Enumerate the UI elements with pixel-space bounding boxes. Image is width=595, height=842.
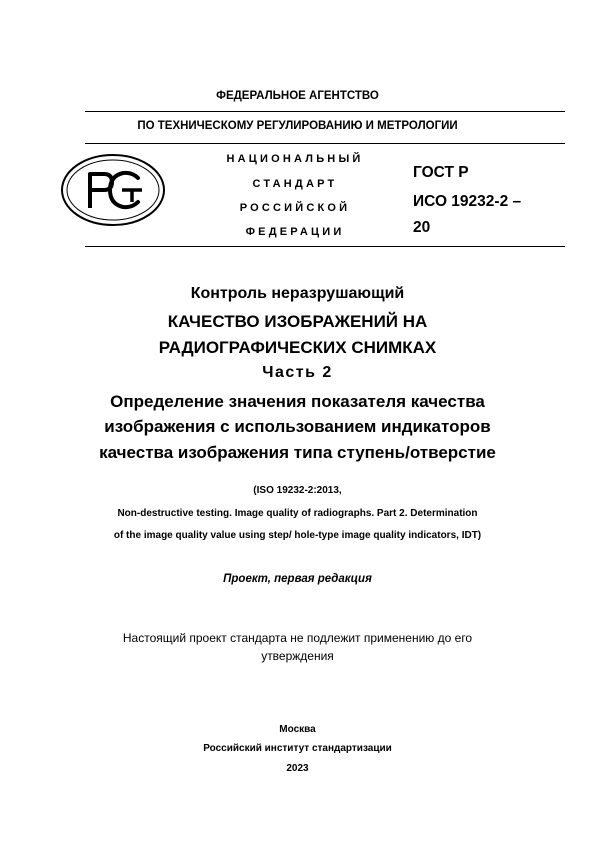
divider-middle bbox=[85, 143, 565, 144]
iso-ref-line-2: Non-destructive testing. Image quality of radiographs. Part 2. Determination bbox=[117, 508, 478, 519]
title-sub-3: качества изображения типа ступень/отверстие bbox=[99, 443, 496, 462]
title-line-2: КАЧЕСТВО ИЗОБРАЖЕНИЙ НА bbox=[167, 312, 428, 331]
title-part: Часть 2 bbox=[262, 364, 333, 381]
standard-word-1: НАЦИОНАЛЬНЫЙ bbox=[226, 153, 364, 165]
note-line-1: Настоящий проект стандарта не подлежит применению до его bbox=[122, 631, 473, 645]
footer-year: 2023 bbox=[286, 763, 309, 774]
standard-word-3: РОССИЙСКОЙ bbox=[239, 202, 351, 214]
standard-word-4: ФЕДЕРАЦИИ bbox=[245, 226, 345, 238]
designation-line-2: ИСО 19232-2 – bbox=[413, 193, 522, 210]
divider-top bbox=[85, 111, 565, 112]
title-sub-2: изображения с использованием индикаторов bbox=[104, 417, 491, 436]
agency-line-2: ПО ТЕХНИЧЕСКОМУ РЕГУЛИРОВАНИЮ И МЕТРОЛОГИИ bbox=[137, 120, 458, 132]
footer-city: Москва bbox=[279, 724, 316, 735]
designation-line-3: 20 bbox=[413, 219, 431, 236]
divider-bottom bbox=[85, 246, 565, 247]
draft-edition: Проект, первая редакция bbox=[223, 573, 372, 585]
rst-logo-icon bbox=[60, 152, 166, 228]
title-line-3: РАДИОГРАФИЧЕСКИХ СНИМКАХ bbox=[158, 338, 437, 357]
title-line-1: Контроль неразрушающий bbox=[190, 285, 405, 302]
standard-word-2: СТАНДАРТ bbox=[252, 178, 338, 190]
note-line-2: утверждения bbox=[261, 649, 334, 663]
agency-line-1: ФЕДЕРАЛЬНОЕ АГЕНТСТВО bbox=[216, 90, 379, 102]
designation-line-1: ГОСТ Р bbox=[413, 164, 469, 181]
footer-institute: Российский институт стандартизации bbox=[203, 743, 392, 754]
iso-ref-line-1: (ISO 19232-2:2013, bbox=[253, 485, 342, 496]
title-sub-1: Определение значения показателя качества bbox=[110, 392, 485, 411]
iso-ref-line-3: of the image quality value using step/ hole-type image quality indicators, IDT) bbox=[113, 530, 482, 541]
